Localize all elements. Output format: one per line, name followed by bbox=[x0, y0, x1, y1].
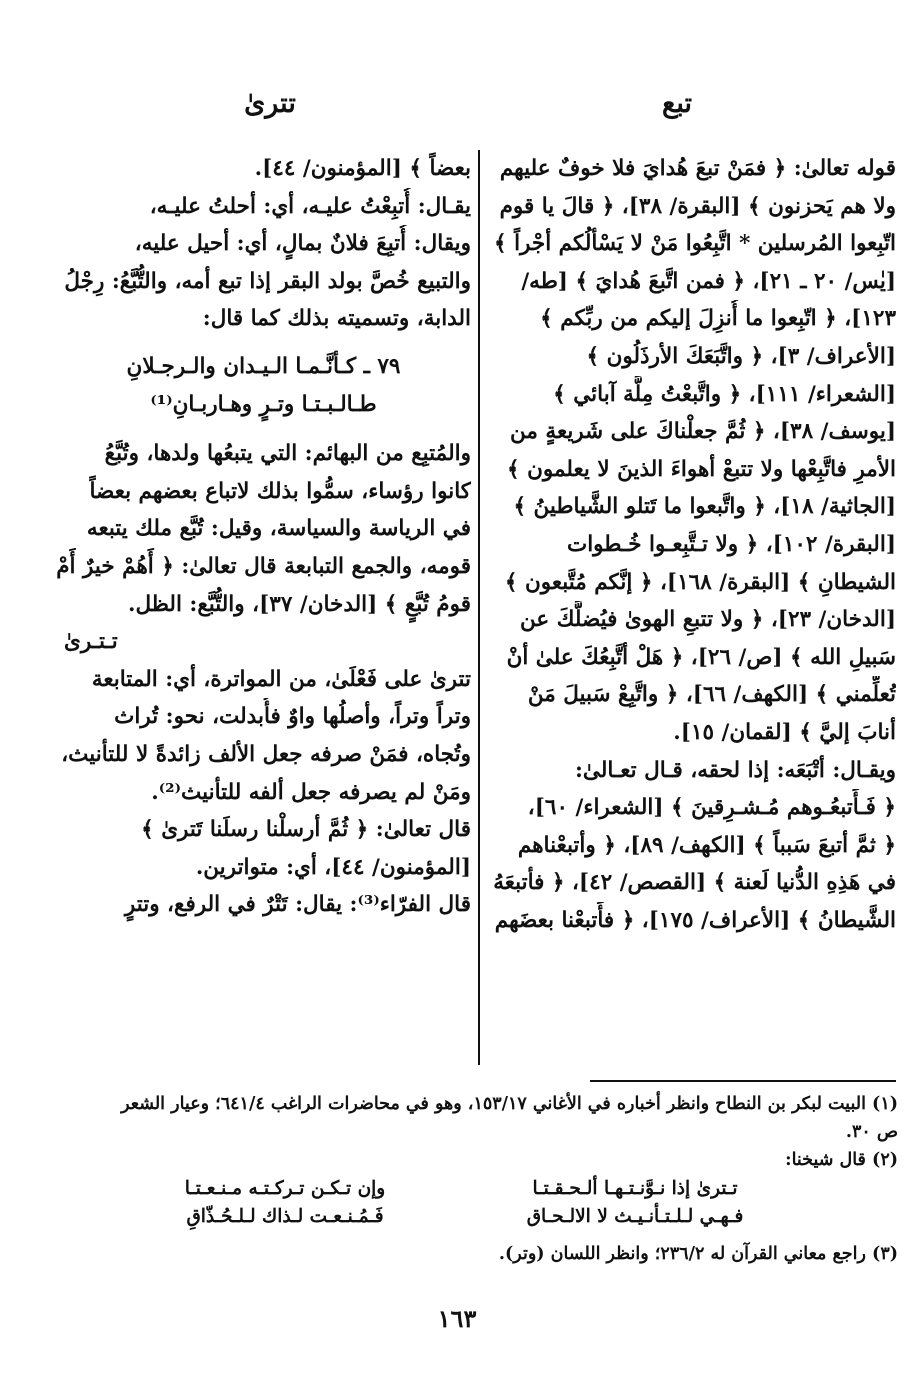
page-number: ١٦٣ bbox=[437, 1304, 477, 1333]
text-line: تترىٰ على فَعْلَىٰ، من المواترة، أي: المتابعة bbox=[91, 666, 471, 692]
text-line: والمُتبِع من البهائم: التي يتبعُها ولدها، وتُبَّعُ bbox=[104, 441, 471, 467]
text-line: ولا هم يَحزنون ﴾ [البقرة/ ٣٨]، ﴿ قالَ يا قوم bbox=[499, 193, 896, 219]
text-line: سَبيلِ الله ﴾ [ص/ ٢٦]، ﴿ هَلْ أتَّبِعُكَ علىٰ أنْ bbox=[506, 644, 896, 670]
entry-heading: تـتـرىٰ bbox=[64, 629, 118, 655]
text-line: في الرياسة والسياسة، وقيل: تُبَّع ملك يتبعه bbox=[86, 516, 471, 542]
column-divider bbox=[478, 150, 480, 1065]
text-line: [الأعراف/ ٣]، ﴿ واتَّبَعَكَ الأرذَلُون ﴾ bbox=[586, 343, 896, 369]
right-column-text bbox=[484, 150, 896, 939]
poem-hemistich: وإن تـكـن تـركـتـه مـنـعـتـا bbox=[184, 1178, 386, 1199]
footnote-2-label: (٢) قال شيخنا: bbox=[785, 1150, 898, 1170]
text-line: [يٰس/ ٢٠ ـ ٢١]، ﴿ فمن اتَّبعَ هُدايَ ﴾ [طه/ bbox=[521, 268, 896, 294]
text-line: الأمرِ فاتَّبِعْها ولا تتبعْ أهواءَ الذينَ لا يعلمون ﴾ bbox=[507, 456, 896, 482]
text-line: بعضاً ﴾ [المؤمنون/ ٤٤]. bbox=[254, 156, 471, 181]
poem-hemistich: تـترىٰ إذا نـوَّنـتـهـا ألـحـقـتـا bbox=[532, 1178, 738, 1199]
text-line: [الشعراء/ ١١١]، ﴿ واتَّبعْتُ مِلَّة آبائي ﴾ bbox=[553, 381, 896, 407]
right-column-header: تبع bbox=[661, 88, 693, 119]
footnote-poem bbox=[120, 1178, 800, 1234]
text-line: [الجاثية/ ١٨]، ﴿ واتَّبعوا ما تَتلو الشَّياطينُ ﴾ bbox=[513, 494, 896, 520]
poem-hemistich: فـهـي لـلـتـأنـيـث لا الالـحـاق bbox=[526, 1206, 744, 1227]
footnote-1: (١) البيت لبكر بن النطاح وانظر أخباره في الأغاني ١٥٣/١٧، وهو في محاضرات الراغب ٦٤١/٤؛ وعيار الشعر bbox=[121, 1094, 898, 1114]
text-line: ويقال: أُتبِعَ فلانٌ بمالٍ، أي: أحيل عليه، bbox=[134, 231, 471, 257]
text-line: وتُجاه، فمَنْ صرفه جعل الألف زائدةً لا للتأنيث، bbox=[61, 741, 471, 767]
text-line: أنابَ إليَّ ﴾ [لقمان/ ١٥]. bbox=[673, 719, 896, 745]
text-line: قومُ تُبَّعٍ ﴾ [الدخان/ ٣٧]، والتُّبَّع: الظل. bbox=[127, 591, 471, 617]
footnote-1-continued: ص ٣٠. bbox=[845, 1122, 898, 1142]
text-line: والتبيع خُصَّ بولد البقر إذا تبع أمه، والتُّبَّعُ: رِجْلُ bbox=[64, 268, 471, 294]
text-line: وتراً وتراً، وأصلُها واوٌ فأُبدلت، نحو: تُراث bbox=[114, 704, 471, 730]
left-column-text bbox=[56, 150, 471, 924]
text-line: الدابة، وتسميته بذلك كما قال: bbox=[202, 306, 471, 332]
poem-row bbox=[120, 1206, 800, 1234]
poem-hemistich: فَـمُـنـعـت لـذاك لـلـحُـذّاقِ bbox=[186, 1206, 384, 1227]
text-line: قال تعالىٰ: ﴿ ثُمَّ أرسلْنا رسلَنا تَترىٰ ﴾ bbox=[141, 817, 471, 843]
poem-verse-line: طـالـبـتـا وتـرٍ وهـاربـانِ⁽¹⁾ bbox=[150, 391, 377, 417]
text-line: [الدخان/ ٢٣]، ﴿ ولا تتبعِ الهوىٰ فيُضلَّكَ عن bbox=[520, 607, 896, 633]
text-line: ﴿ فَـأَتبعُـوهم مُـشـرِقينَ ﴾ [الشعراء/ ٦٠]، bbox=[527, 795, 896, 821]
text-line: قال الفرّاء⁽³⁾: يقال: تَتْرٌ في الرفع، وتترٍ bbox=[124, 892, 471, 918]
text-line: قوله تعالىٰ: ﴿ فمَنْ تبعَ هُدايَ فلا خوفٌ عليهم bbox=[499, 156, 896, 181]
text-line: [المؤمنون/ ٤٤]، أي: متواترين. bbox=[195, 854, 471, 880]
text-line: ويقـال: أتْبَعَه: إذا لحقه، قـال تعـالىٰ: bbox=[574, 757, 896, 783]
footnotes bbox=[30, 1090, 898, 1174]
text-line: قومه، والجمع التبابعة قال تعالىٰ: ﴿ أَهُمْ خيرٌ أَمْ bbox=[56, 553, 471, 579]
poem-row bbox=[120, 1178, 800, 1206]
left-column-header: تترىٰ bbox=[244, 88, 296, 119]
text-line: ومَنْ لم يصرفه جعل ألفه للتأنيث⁽²⁾. bbox=[151, 779, 471, 805]
footnote-3: (٣) راجع معاني القرآن له ٢٣٦/٢؛ وانظر اللسان (وتر). bbox=[498, 1244, 898, 1264]
text-line: في هَذِهِ الدُّنيا لَعنة ﴾ [القصص/ ٤٢]، ﴿ فأتبعَهُ bbox=[493, 870, 896, 896]
footnote-rule bbox=[590, 1080, 896, 1082]
text-line: الشيطانِ ﴾ [البقرة/ ١٦٨]، ﴿ إنَّكم مُتَّبعون ﴾ bbox=[504, 569, 896, 595]
text-line: الشَّيطانُ ﴾ [الأعراف/ ١٧٥]، ﴿ فأَتبعْنا بعضَهم bbox=[494, 907, 896, 933]
text-line: [البقرة/ ١٠٢]، ﴿ ولا تـتَّبِعـوا خُـطوات bbox=[566, 531, 896, 557]
text-line: يقـال: أُتبِعْتُ عليـه، أي: أحلتُ عليـه، bbox=[149, 193, 471, 219]
text-line: كانوا رؤساء، سمُّوا بذلك لاتباع بعضهم بعضاً bbox=[89, 478, 471, 504]
text-line: تُعلِّمني ﴾ [الكهف/ ٦٦]، ﴿ واتَّبِعْ سَبيلَ مَنْ bbox=[527, 682, 896, 708]
text-line: اتّبِعوا المُرسلين * اتَّبِعُوا مَنْ لا يَسْألُكم أجْراً ﴾ bbox=[493, 231, 896, 257]
text-line: [يوسف/ ٣٨]، ﴿ ثُمَّ جعلْناكَ على شَريعةٍ من bbox=[510, 419, 896, 445]
text-line: ﴿ ثمَّ أتبعَ سَبباً ﴾ [الكهف/ ٨٩]، ﴿ وأتبعْناهم bbox=[517, 832, 896, 858]
poem-verse-line: ٧٩ ـ كـأنَّـمـا الـيـدان والـرجـلانِ bbox=[126, 353, 401, 379]
footnotes-tail bbox=[30, 1240, 898, 1268]
text-line: ١٢٣]، ﴿ اتّبِعوا ما أُنزِلَ إليكم من ربِّكم ﴾ bbox=[540, 306, 896, 332]
